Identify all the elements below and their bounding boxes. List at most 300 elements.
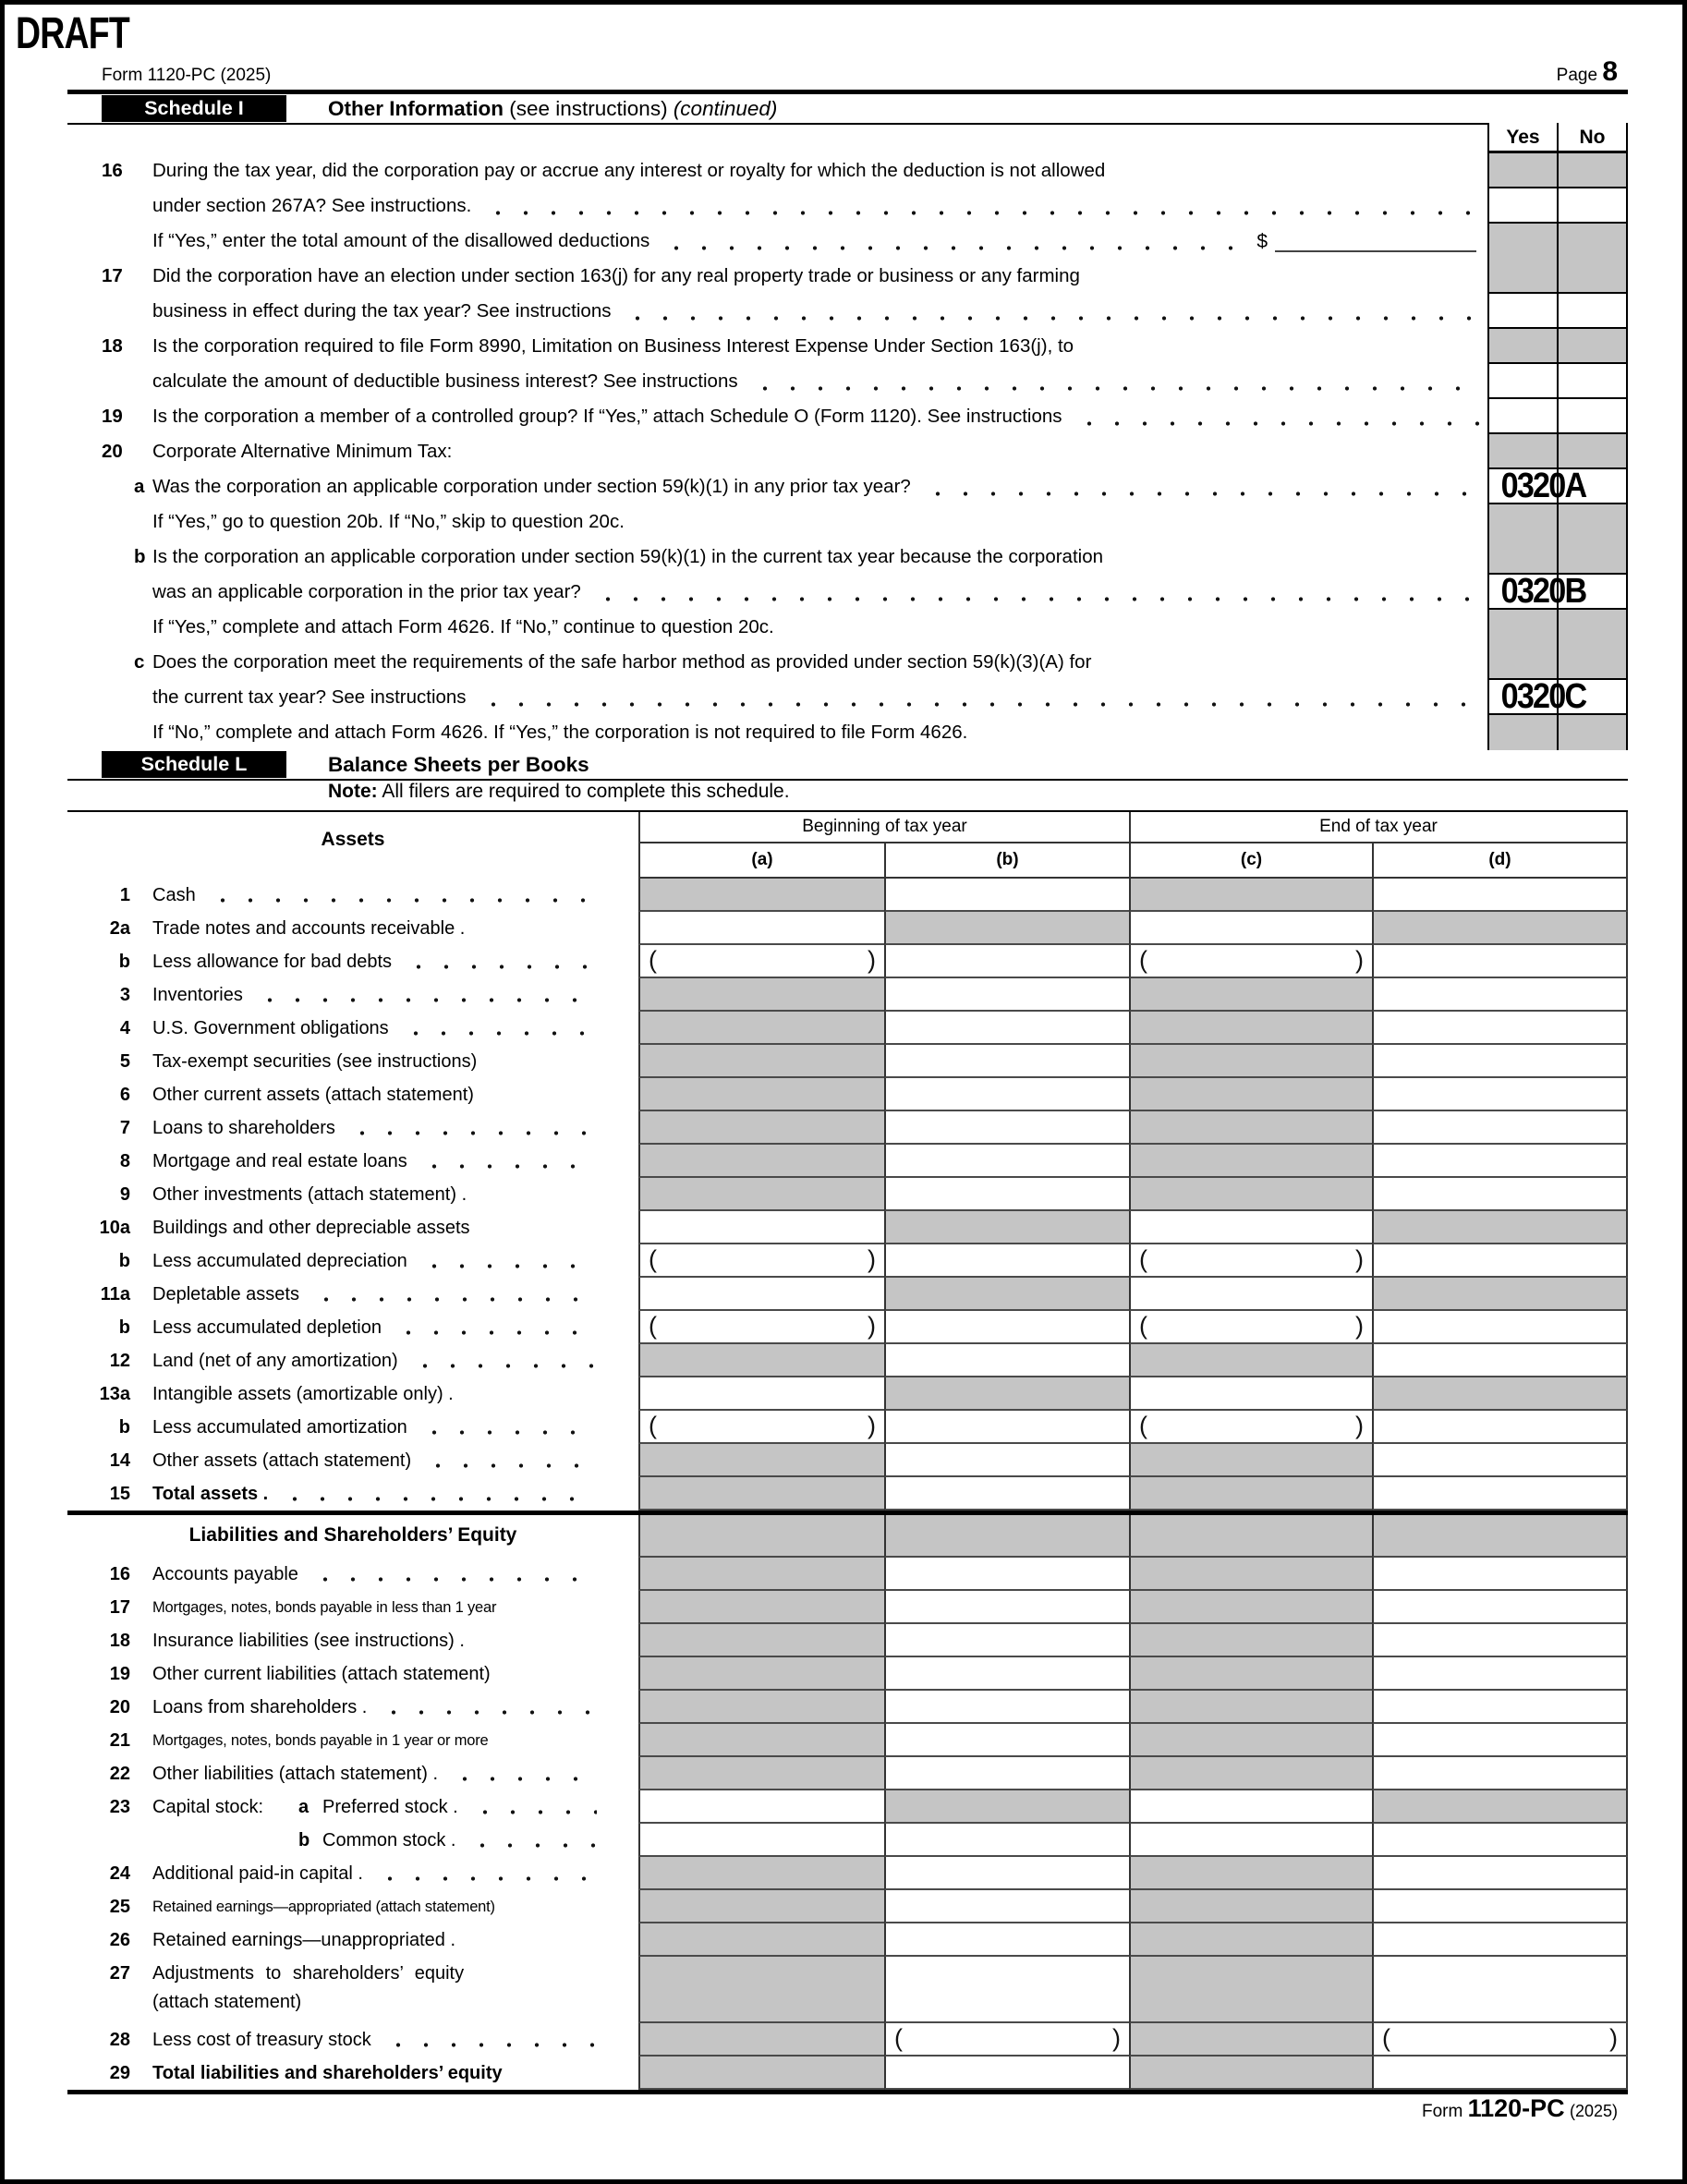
shaded-amount-cell-d xyxy=(1372,1211,1628,1244)
row-number: 3 xyxy=(119,985,130,1005)
row-label-area xyxy=(67,1757,638,1790)
question-number xyxy=(67,504,152,540)
amount-cell-d[interactable] xyxy=(1372,1757,1628,1790)
row-label-area xyxy=(67,1111,638,1145)
row-label-area xyxy=(67,1558,638,1591)
row-number xyxy=(67,1824,130,1857)
row-label-area xyxy=(67,2057,638,2090)
end-of-year-header: End of tax year xyxy=(1129,812,1628,843)
question-text: Is the corporation required to file Form 8990, Limitation on Business Interest Expense Under Section 163(j), to xyxy=(152,335,1074,357)
row-label: Less allowance for bad debts xyxy=(152,952,393,972)
amount-cell-b[interactable] xyxy=(884,1145,1129,1178)
schedule-i-row xyxy=(67,715,1628,750)
amount-cell-b[interactable] xyxy=(884,2057,1129,2090)
schedule-i-row xyxy=(67,645,1628,680)
amount-cell-c[interactable] xyxy=(1129,1411,1372,1444)
amount-cell-b[interactable] xyxy=(884,1657,1129,1691)
shaded-no-cell xyxy=(1557,610,1628,645)
amount-cell-b[interactable] xyxy=(884,1624,1129,1657)
row-label: Total assets . xyxy=(152,1484,269,1504)
amount-cell-d[interactable] xyxy=(1372,1624,1628,1657)
amount-cell-c[interactable] xyxy=(1129,1211,1372,1244)
schedule-i-row xyxy=(67,677,1628,716)
question-text: calculate the amount of deductible business interest? See instructions xyxy=(152,370,738,392)
schedule-i-row xyxy=(67,153,1628,188)
amount-cell-b[interactable] xyxy=(884,1923,1129,1957)
shaded-amount-cell-a xyxy=(638,978,884,1012)
amount-cell-c[interactable] xyxy=(1129,1824,1372,1857)
question-number xyxy=(67,294,152,329)
dot-leader xyxy=(309,1278,597,1311)
question-number: 20 xyxy=(102,441,123,462)
amount-cell-d[interactable] xyxy=(1372,2023,1628,2057)
amount-cell-b[interactable] xyxy=(884,1444,1129,1477)
table-row xyxy=(67,1691,1628,1724)
table-row xyxy=(67,879,1628,912)
row-number: 7 xyxy=(119,1118,130,1138)
row-label: Accounts payable xyxy=(152,1564,298,1584)
question-text: If “Yes,” complete and attach Form 4626. If “No,” continue to question 20c. xyxy=(152,616,774,637)
amount-cell-a[interactable] xyxy=(638,945,884,978)
row-number: 2a xyxy=(109,918,130,939)
table-row xyxy=(67,1145,1628,1178)
amount-cell-d[interactable] xyxy=(1372,1923,1628,1957)
question-text-area xyxy=(152,610,1487,645)
answer-yes-cell[interactable] xyxy=(1487,399,1557,434)
question-text-area xyxy=(152,715,1487,750)
open-paren: ( xyxy=(1139,1245,1147,1273)
column-c-header: (c) xyxy=(1129,843,1372,879)
amount-cell-b[interactable] xyxy=(884,1477,1129,1511)
shaded-amount-cell-c xyxy=(1129,1344,1372,1377)
amount-cell-d[interactable] xyxy=(1372,1558,1628,1591)
row-label: Trade notes and accounts receivable . xyxy=(152,918,466,939)
amount-cell-b[interactable] xyxy=(884,1691,1129,1724)
schedule-i-row xyxy=(67,540,1628,575)
question-text: If “Yes,” enter the total amount of the disallowed deductions xyxy=(152,230,650,251)
schedule-i-row xyxy=(67,188,1628,224)
no-column-header: No xyxy=(1557,123,1628,153)
table-row xyxy=(67,1657,1628,1691)
amount-cell-c[interactable] xyxy=(1129,1244,1372,1278)
row-number: 8 xyxy=(119,1151,130,1171)
question-number: 16 xyxy=(102,160,123,181)
row-number: 26 xyxy=(109,1930,130,1950)
row-label-area xyxy=(67,1244,638,1278)
row-number: 10a xyxy=(99,1218,130,1238)
close-paren: ) xyxy=(1355,1245,1364,1273)
shaded-amount-cell-c xyxy=(1129,1757,1372,1790)
table-row xyxy=(67,1558,1628,1591)
row-label: Common stock . xyxy=(322,1830,456,1850)
amount-cell-b[interactable] xyxy=(884,1045,1129,1078)
amount-cell-d[interactable] xyxy=(1372,2057,1628,2090)
schedule-i-row xyxy=(67,259,1628,294)
amount-cell-b[interactable] xyxy=(884,1957,1129,2023)
shaded-amount-cell-b xyxy=(884,1377,1129,1411)
row-label: Insurance liabilities (see instructions) . xyxy=(152,1631,465,1651)
open-paren: ( xyxy=(649,1245,657,1273)
close-paren: ) xyxy=(868,1312,876,1340)
row-number: b xyxy=(118,1317,130,1338)
schedule-i-row xyxy=(67,329,1628,364)
row-label-area xyxy=(67,1012,638,1045)
amount-cell-b[interactable] xyxy=(884,1411,1129,1444)
shaded-amount-cell-c xyxy=(1129,1691,1372,1724)
question-number xyxy=(67,680,152,715)
shaded-amount-cell-a xyxy=(638,1078,884,1111)
amount-cell-a[interactable] xyxy=(638,1278,884,1311)
row-label: Depletable assets xyxy=(152,1284,299,1304)
row-label: Loans from shareholders . xyxy=(152,1697,368,1717)
shaded-yes-cell xyxy=(1487,329,1557,364)
amount-cell-d[interactable] xyxy=(1372,978,1628,1012)
amount-cell-a[interactable] xyxy=(638,1211,884,1244)
amount-cell-b[interactable] xyxy=(884,1178,1129,1211)
amount-cell-b[interactable] xyxy=(884,879,1129,912)
amount-cell-b[interactable] xyxy=(884,1824,1129,1857)
question-text-area xyxy=(152,153,1487,188)
schedule-l-heading xyxy=(328,750,589,779)
row-label: Other current liabilities (attach statement) xyxy=(152,1664,491,1684)
row-label: Other investments (attach statement) . xyxy=(152,1184,467,1205)
amount-cell-d[interactable] xyxy=(1372,1890,1628,1923)
amount-cell-d[interactable] xyxy=(1372,1311,1628,1344)
question-number: 17 xyxy=(102,265,123,286)
table-row xyxy=(67,1411,1628,1444)
liabilities-section-header: Liabilities and Shareholders’ Equity xyxy=(188,1524,517,1546)
amount-cell-d[interactable] xyxy=(1372,1145,1628,1178)
row-label-area xyxy=(67,945,638,978)
question-text-area xyxy=(152,680,1487,715)
question-text: business in effect during the tax year? See instructions xyxy=(152,300,612,322)
amount-cell-d[interactable] xyxy=(1372,1012,1628,1045)
note-label: Note: xyxy=(328,781,378,802)
shaded-yes-cell xyxy=(1487,540,1557,575)
schedule-i-heading-continued: (continued) xyxy=(673,97,778,120)
question-number xyxy=(67,575,152,610)
dot-leader xyxy=(252,978,597,1012)
question-text: If “No,” complete and attach Form 4626. If “Yes,” the corporation is not required to file Form 4626. xyxy=(152,722,968,743)
row-number: 16 xyxy=(109,1564,130,1584)
question-text-area xyxy=(152,188,1487,224)
footer-form-label: Form xyxy=(1422,2102,1463,2121)
question-text: Was the corporation an applicable corporation under section 59(k)(1) in any prior tax year? xyxy=(152,476,911,497)
open-paren: ( xyxy=(894,2024,903,2052)
amount-cell-a[interactable] xyxy=(638,912,884,945)
close-paren: ) xyxy=(1355,1412,1364,1439)
row-label-area xyxy=(67,978,638,1012)
shaded-no-cell xyxy=(1557,153,1628,188)
amount-cell-d[interactable] xyxy=(1372,1657,1628,1691)
assets-column-header: Assets xyxy=(321,829,385,850)
row-number: 27 xyxy=(109,1963,130,1984)
page-number xyxy=(1557,56,1618,88)
question-text-area xyxy=(152,224,1487,259)
amount-cell-d[interactable] xyxy=(1372,1045,1628,1078)
shaded-amount-cell-a xyxy=(638,1344,884,1377)
row-number: 21 xyxy=(109,1730,130,1751)
schedule-i-row xyxy=(67,572,1628,611)
amount-cell-b[interactable] xyxy=(884,1591,1129,1624)
row-number: 13a xyxy=(99,1384,130,1404)
row-number: b xyxy=(118,1417,130,1438)
amount-cell-b[interactable] xyxy=(884,945,1129,978)
open-paren: ( xyxy=(1139,1312,1147,1340)
amount-cell-d[interactable] xyxy=(1372,1824,1628,1857)
shaded-amount-cell-c xyxy=(1129,1012,1372,1045)
shaded-amount-cell-c xyxy=(1129,1145,1372,1178)
question-number: c xyxy=(134,651,145,673)
question-text-area xyxy=(152,645,1487,680)
note-text: All filers are required to complete this schedule. xyxy=(377,781,790,802)
dot-leader xyxy=(417,1145,597,1178)
shaded-amount-cell-c xyxy=(1129,2057,1372,2090)
row-number: 28 xyxy=(109,2030,130,2050)
amount-cell-d[interactable] xyxy=(1372,1111,1628,1145)
row-label-area xyxy=(67,1890,638,1923)
table-row xyxy=(67,1923,1628,1957)
shaded-amount-cell-a xyxy=(638,1515,884,1558)
table-row xyxy=(67,1278,1628,1311)
amount-cell-a[interactable] xyxy=(638,1377,884,1411)
table-bottom-rule xyxy=(67,2090,1628,2094)
question-number xyxy=(67,364,152,399)
dot-leader xyxy=(407,1344,597,1377)
table-row xyxy=(67,2057,1628,2090)
answer-yes-cell[interactable] xyxy=(1487,364,1557,399)
shaded-amount-cell-c xyxy=(1129,1045,1372,1078)
amount-cell-c[interactable] xyxy=(1129,1377,1372,1411)
row-label-area xyxy=(67,1923,638,1957)
shaded-amount-cell-a xyxy=(638,1591,884,1624)
row-label: Inventories xyxy=(152,985,243,1005)
row-label: Mortgage and real estate loans xyxy=(152,1151,407,1171)
answer-no-cell[interactable] xyxy=(1557,294,1628,329)
table-row xyxy=(67,1377,1628,1411)
row-number: 14 xyxy=(109,1450,130,1471)
question-text-area xyxy=(152,364,1487,399)
footer-form-number: 1120-PC xyxy=(1467,2094,1565,2122)
row-number: 11a xyxy=(100,1284,130,1304)
row-label-area xyxy=(67,1344,638,1377)
table-row xyxy=(67,1757,1628,1790)
amount-cell-b[interactable] xyxy=(884,1344,1129,1377)
question-text: under section 267A? See instructions. xyxy=(152,195,472,216)
amount-cell-d[interactable] xyxy=(1372,1957,1628,2023)
row-label: Less cost of treasury stock xyxy=(152,2030,371,2050)
shaded-no-cell xyxy=(1557,645,1628,680)
amount-cell-d[interactable] xyxy=(1372,1477,1628,1511)
column-d-header: (d) xyxy=(1372,843,1628,879)
question-number xyxy=(67,715,152,750)
row-label: Other current assets (attach statement) xyxy=(152,1085,474,1105)
dot-leader xyxy=(376,1691,597,1724)
table-row xyxy=(67,1624,1628,1657)
shaded-amount-cell-c xyxy=(1129,1515,1372,1558)
shaded-amount-cell-c xyxy=(1129,1923,1372,1957)
amount-cell-c[interactable] xyxy=(1129,1790,1372,1824)
amount-cell-a[interactable] xyxy=(638,1311,884,1344)
shaded-amount-cell-a xyxy=(638,1624,884,1657)
shaded-amount-cell-c xyxy=(1129,978,1372,1012)
dot-leader xyxy=(476,680,1480,715)
shaded-amount-cell-a xyxy=(638,1724,884,1757)
amount-cell-b[interactable] xyxy=(884,1890,1129,1923)
shaded-amount-cell-b xyxy=(884,1790,1129,1824)
dot-leader xyxy=(659,224,1249,259)
amount-cell-d[interactable] xyxy=(1372,1244,1628,1278)
schedule-i-row xyxy=(67,610,1628,645)
amount-cell-c[interactable] xyxy=(1129,1311,1372,1344)
disallowed-deductions-amount-field[interactable] xyxy=(1275,250,1476,252)
page-label: Page xyxy=(1556,66,1598,85)
shaded-amount-cell-c xyxy=(1129,1558,1372,1591)
schedule-i-questions xyxy=(67,123,1628,750)
row-label-area xyxy=(67,1377,638,1411)
close-paren: ) xyxy=(1112,2024,1121,2052)
amount-cell-d[interactable] xyxy=(1372,1857,1628,1890)
question-text: Corporate Alternative Minimum Tax: xyxy=(152,441,453,462)
question-text: If “Yes,” go to question 20b. If “No,” skip to question 20c. xyxy=(152,511,625,532)
shaded-amount-cell-c xyxy=(1129,2023,1372,2057)
row-label: Intangible assets (amortizable only) . xyxy=(152,1384,454,1404)
amount-cell-d[interactable] xyxy=(1372,1178,1628,1211)
amount-cell-c[interactable] xyxy=(1129,912,1372,945)
answer-yes-cell[interactable] xyxy=(1487,188,1557,224)
label-prefix: Capital stock: xyxy=(152,1797,264,1817)
dot-leader xyxy=(417,1411,597,1444)
table-row xyxy=(67,1591,1628,1624)
shaded-amount-cell-c xyxy=(1129,879,1372,912)
amount-cell-d[interactable] xyxy=(1372,945,1628,978)
open-paren: ( xyxy=(649,1412,657,1439)
shaded-yes-cell xyxy=(1487,153,1557,188)
row-number: 18 xyxy=(109,1631,130,1651)
shaded-amount-cell-c xyxy=(1129,1178,1372,1211)
question-text-area xyxy=(152,504,1487,540)
shaded-amount-cell-a xyxy=(638,1957,884,2023)
amount-cell-d[interactable] xyxy=(1372,1411,1628,1444)
question-text-area xyxy=(152,294,1487,329)
shaded-amount-cell-c xyxy=(1129,1477,1372,1511)
table-row xyxy=(67,1012,1628,1045)
dot-leader xyxy=(277,1477,597,1511)
dot-leader xyxy=(345,1111,597,1145)
close-paren: ) xyxy=(1609,2024,1618,2052)
row-number: 4 xyxy=(119,1018,130,1038)
table-row xyxy=(67,1344,1628,1377)
open-paren: ( xyxy=(649,1312,657,1340)
question-text: was an applicable corporation in the prior tax year? xyxy=(152,581,581,602)
table-row xyxy=(67,1045,1628,1078)
amount-cell-b[interactable] xyxy=(884,1244,1129,1278)
table-row xyxy=(67,1111,1628,1145)
draft-code-watermark: 0320A xyxy=(1500,467,1586,505)
shaded-amount-cell-a xyxy=(638,1558,884,1591)
close-paren: ) xyxy=(868,1412,876,1439)
schedule-i-heading-bold: Other Information xyxy=(328,97,504,120)
column-a-header: (a) xyxy=(638,843,884,879)
amount-cell-c[interactable] xyxy=(1129,1278,1372,1311)
shaded-no-cell xyxy=(1557,540,1628,575)
table-row xyxy=(67,1957,1628,2023)
amount-cell-a[interactable] xyxy=(638,1411,884,1444)
question-text-area xyxy=(152,540,1487,575)
shaded-amount-cell-c xyxy=(1129,1624,1372,1657)
row-number: 25 xyxy=(109,1897,130,1917)
question-text: Is the corporation a member of a controlled group? If “Yes,” attach Schedule O (Form 1120). See instructions xyxy=(152,406,1062,427)
amount-cell-b[interactable] xyxy=(884,1857,1129,1890)
amount-cell-b[interactable] xyxy=(884,1111,1129,1145)
dot-leader xyxy=(398,1012,597,1045)
question-number: a xyxy=(134,476,145,497)
shaded-yes-cell xyxy=(1487,645,1557,680)
shaded-amount-cell-a xyxy=(638,1012,884,1045)
row-label-area xyxy=(67,1278,638,1311)
shaded-yes-cell xyxy=(1487,434,1557,469)
amount-cell-d[interactable] xyxy=(1372,1444,1628,1477)
amount-cell-b[interactable] xyxy=(884,1012,1129,1045)
amount-cell-b[interactable] xyxy=(884,2023,1129,2057)
amount-cell-b[interactable] xyxy=(884,1724,1129,1757)
shaded-amount-cell-a xyxy=(638,1923,884,1957)
row-label-area xyxy=(67,1211,638,1244)
amount-cell-b[interactable] xyxy=(884,1311,1129,1344)
sub-letter: a xyxy=(298,1797,309,1817)
row-label: Buildings and other depreciable assets xyxy=(152,1218,470,1238)
question-text: Is the corporation an applicable corporation under section 59(k)(1) in the current tax year because the corporation xyxy=(152,546,1104,567)
answer-no-cell[interactable] xyxy=(1557,399,1628,434)
amount-cell-d[interactable] xyxy=(1372,879,1628,912)
schedule-i-row xyxy=(67,504,1628,540)
dot-leader xyxy=(620,294,1480,329)
question-text-area xyxy=(152,259,1487,294)
row-number: 22 xyxy=(109,1764,130,1784)
amount-cell-b[interactable] xyxy=(884,1757,1129,1790)
shaded-amount-cell-a xyxy=(638,1757,884,1790)
amount-cell-a[interactable] xyxy=(638,1244,884,1278)
amount-cell-b[interactable] xyxy=(884,978,1129,1012)
shaded-amount-cell-a xyxy=(638,1444,884,1477)
amount-cell-a[interactable] xyxy=(638,1790,884,1824)
answer-yes-cell[interactable] xyxy=(1487,294,1557,329)
amount-cell-d[interactable] xyxy=(1372,1691,1628,1724)
amount-cell-a[interactable] xyxy=(638,1824,884,1857)
shaded-amount-cell-b xyxy=(884,1211,1129,1244)
dot-leader xyxy=(308,1558,597,1591)
amount-cell-d[interactable] xyxy=(1372,1078,1628,1111)
dot-leader xyxy=(465,1824,597,1857)
question-text: Does the corporation meet the requirements of the safe harbor method as provided under section 59(k)(3)(A) for xyxy=(152,651,1092,673)
amount-cell-b[interactable] xyxy=(884,1078,1129,1111)
table-row xyxy=(67,945,1628,978)
answer-no-cell[interactable] xyxy=(1557,188,1628,224)
amount-cell-d[interactable] xyxy=(1372,1724,1628,1757)
amount-cell-b[interactable] xyxy=(884,1558,1129,1591)
row-label-area xyxy=(67,1591,638,1624)
amount-cell-c[interactable] xyxy=(1129,945,1372,978)
amount-cell-d[interactable] xyxy=(1372,1344,1628,1377)
amount-cell-d[interactable] xyxy=(1372,1591,1628,1624)
shaded-yes-cell xyxy=(1487,610,1557,645)
question-text: Did the corporation have an election under section 163(j) for any real property trade or business or any farming xyxy=(152,265,1080,286)
answer-no-cell[interactable] xyxy=(1557,364,1628,399)
shaded-amount-cell-b xyxy=(884,1515,1129,1558)
schedule-l-heading-bold: Balance Sheets per Books xyxy=(328,753,589,776)
question-text-area xyxy=(152,469,1487,504)
shaded-amount-cell-a xyxy=(638,1691,884,1724)
